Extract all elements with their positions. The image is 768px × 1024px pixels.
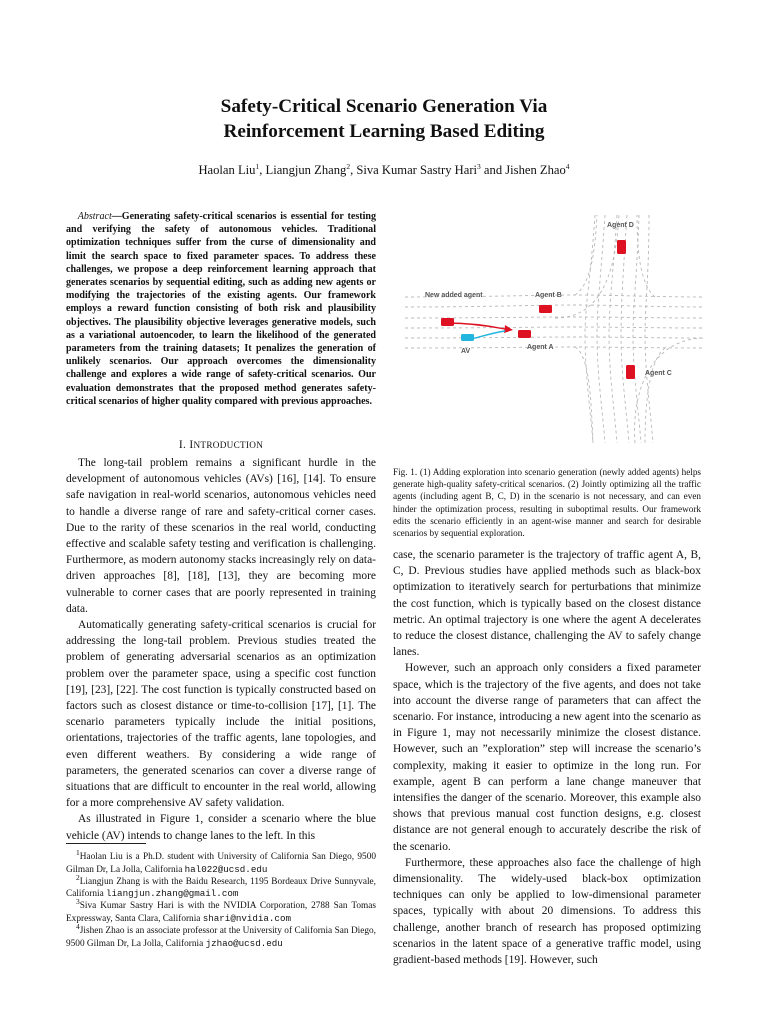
footnote-mark: 1 [76, 847, 80, 857]
label-av: AV [461, 348, 471, 355]
author-name: Haolan Liu [198, 163, 256, 177]
footnote [66, 872, 376, 902]
title-line-1: Safety-Critical Scenario Generation Via [220, 96, 548, 117]
author-name: Siva Kumar Sastry Hari [356, 163, 478, 177]
footnote-text: Liangjun Zhang is with the Baidu Research, 1195 Bordeaux Drive Sunnyvale, California [66, 876, 376, 900]
agent-c-vehicle [626, 365, 635, 379]
paper-title [0, 94, 768, 144]
body-paragraph: Automatically generating safety-critical scenarios is crucial for addressing the long-tail problem. Previous studies treated the problem of generating adversarial scenarios as an optimization problem over the parameter space, using a specific cost function [19], [23], [22]. The cost function is typically constructed based on factors such as closest distance or time-to-collision [17], [1]. The scenario parameters typically include the initial positions, orientations, trajectories of the traffic agents, lane topologies, and even different weathers. By considering a wide range of parameters, the generated scenarios can cover a diverse range of situations that are difficult to encounter in the real world, allowing for a more comprehensive AV safety validation. [66, 619, 376, 810]
agent-d-vehicle [617, 240, 626, 254]
abstract [66, 210, 376, 408]
author-separator: , [259, 163, 266, 177]
author-mark: 3 [477, 161, 481, 171]
av-vehicle [461, 334, 474, 341]
abstract-text: Generating safety-critical scenarios is essential for testing and verifying the safety of autonomous vehicles. Traditional optimization techniques suffer from the curse of dimensionality and limit the search space to fixed parameter spaces. To address these challenges, we propose a deep reinforcement learning approach that generates scenarios by sequential editing, such as adding new agents or modifying the trajectories of the existing agents. Our framework employs a reward function consisting of both risk and plausibility objectives. The plausibility objective leverages generative models, such as a variational autoencoder, to learn the likelihood of the generated parameters from the training datasets; It penalizes the generation of unlikely scenarios. Our approach overcomes the dimensionality challenge and explores a wide range of safety-critical scenarios. Our evaluation demonstrates that the proposed method generates safety-critical scenarios of higher quality compared with previous approaches. [66, 211, 376, 407]
body-paragraph: case, the scenario parameter is the trajectory of traffic agent A, B, C, D. Previous studies have applied methods such as black-box optimization to iteratively search for perturbations that minimize the cost function, which is typically based on the closest distance metric. An optimal trajectory is one where the agent A decelerates to reduce the closest distance, challenging the AV to safely change lanes. [393, 549, 701, 659]
agent-b-vehicle [539, 305, 552, 313]
footnote-mark: 3 [76, 897, 80, 907]
footnote [66, 847, 376, 877]
author-separator: and [480, 163, 506, 177]
right-column-body [393, 547, 701, 968]
footnotes [66, 847, 376, 950]
author-name: Liangjun Zhang [265, 163, 347, 177]
author-list [0, 162, 768, 178]
body-paragraph: As illustrated in Figure 1, consider a scenario where the blue vehicle (AV) intends to change lanes to the left. In this [66, 813, 376, 842]
abstract-label: Abstract [77, 211, 112, 222]
footnote [66, 921, 376, 951]
author-mark: 2 [346, 161, 351, 171]
footnote-email: jzhao@ucsd.edu [205, 937, 283, 949]
figure-caption: Fig. 1. (1) Adding exploration into scenario generation (newly added agents) helps generate high-quality safety-critical scenarios. (2) Jointly optimizing all the traffic agents (including agent B, C, D) in the scenario is not necessary, and can even hinder the optimization process, resulting in suboptimal results. Our framework edits the scenario efficiently in an agent-wise manner and search for desirable scenarios by sequential exploration. [393, 467, 701, 539]
label-agent-b: Agent B [535, 292, 562, 299]
body-paragraph: Furthermore, these approaches also face the challenge of high dimensionality. The widely-used black-box optimization techniques can only be applied to low-dimensional parameter spaces, typically with about 20 dimensions. To address this challenge, another branch of research has proposed optimizing scenarios in the latent space of a generative traffic model, using gradient-based methods [19]. However, such [393, 856, 701, 967]
author-name: Jishen Zhao [505, 163, 566, 177]
title-line-2: Reinforcement Learning Based Editing [223, 121, 545, 142]
author-separator: , [350, 163, 357, 177]
section-number: I. [178, 439, 187, 451]
new-agent-vehicle [441, 318, 454, 326]
section-initial: I [189, 439, 194, 451]
label-agent-c: Agent C [645, 370, 672, 377]
footnote-email: hal022@ucsd.edu [184, 863, 268, 875]
section-heading [66, 438, 376, 452]
agent-trajectory-arrows [445, 323, 513, 339]
footnote-text: Jishen Zhao is an associate professor at the University of California San Diego, 9500 Gilman Dr, La Jolla, California [66, 925, 376, 949]
footnote-text: Haolan Liu is a Ph.D. student with University of California San Diego, 9500 Gilman Dr, La Jolla, California [66, 852, 376, 875]
body-paragraph: The long-tail problem remains a significant hurdle in the development of autonomous vehicles (AVs) [16], [14]. To ensure safe navigation in real-world scenarios, autonomous vehicles need to handle a diverse range of rare and safety-critical corner cases. Due to the rarity of these scenarios in the real world, conducting effective and scalable safety testing and verification is challenging. Furthermore, as modern autonomy stacks increasingly rely on data-driven approaches [8], [18], [13], they are becoming more vulnerable to corner cases that are poorly represented in training data. [66, 457, 376, 615]
footnote-text: Siva Kumar Sastry Hari is with the NVIDIA Corporation, 2788 San Tomas Expressway, Santa Clara, California [66, 901, 376, 924]
footnote [66, 897, 376, 926]
body-paragraph: However, such an approach only considers a fixed parameter space, which is the trajectory of the five agents, and does not take into account the diverse range of parameters that can affect the scenario. For instance, introducing a new agent into the scenario as in Figure 1, may not necessarily minimize the closest distance. However, such an ”exploration” step will increase the scenario’s complexity, making it easier to optimize in the long run. For example, agent B can perform a lane change maneuver that intensifies the danger of the scenario. Moreover, this example also shows that previous manual cost function designs, e.g. closest distance are not general enough to accurately describe the risk of the scenario. [393, 662, 701, 853]
section-rest: NTRODUCTION [193, 440, 264, 450]
label-agent-d: Agent D [607, 222, 634, 229]
abstract-dash: — [111, 211, 122, 222]
footnote-rule [66, 843, 146, 844]
left-column-body [66, 455, 376, 844]
author-mark: 4 [565, 161, 570, 171]
footnote-mark: 2 [76, 872, 80, 882]
label-new-agent: New added agent [425, 292, 483, 299]
footnote-email: liangjun.zhang@gmail.com [106, 888, 239, 900]
author-mark: 1 [255, 161, 260, 171]
figure-1-scenario-diagram [405, 215, 705, 443]
footnote-mark: 4 [76, 921, 80, 931]
road-lanes [405, 215, 705, 443]
label-agent-a: Agent A [527, 344, 554, 351]
footnote-email: shari@nvidia.com [202, 912, 291, 924]
agent-a-vehicle [518, 330, 531, 338]
